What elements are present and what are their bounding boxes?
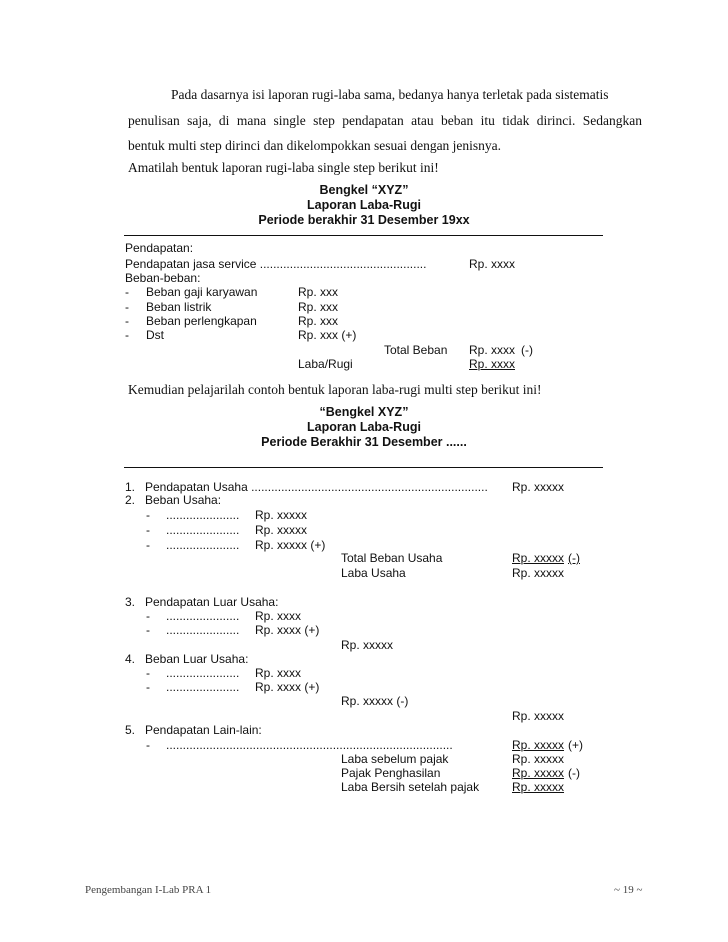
multi-beban-dots-3: ...................... bbox=[166, 538, 240, 552]
footer-page-number: ~ 19 ~ bbox=[614, 884, 643, 896]
multi-beban-usaha: Beban Usaha: bbox=[145, 493, 222, 507]
multi-plu-value-1: Rp. xxxx bbox=[255, 609, 302, 623]
multi-laba-usaha-label: Laba Usaha bbox=[341, 566, 406, 580]
single-dst: Dst bbox=[146, 328, 164, 342]
multi-num-4: 4. bbox=[125, 652, 136, 666]
multi-blu-dash-2: - bbox=[146, 680, 150, 694]
multi-beban-dash-3: - bbox=[146, 538, 150, 552]
multi-laba-sebelum-pajak-label: Laba sebelum pajak bbox=[341, 752, 449, 766]
single-jasa-value: Rp. xxxx bbox=[469, 257, 516, 271]
multi-lain-dash: - bbox=[146, 738, 150, 752]
single-dst-value: Rp. xxx (+) bbox=[298, 328, 357, 342]
single-dash-2: - bbox=[125, 300, 129, 314]
multi-plu-dash-2: - bbox=[146, 623, 150, 637]
multi-blu-dots-1: ...................... bbox=[166, 666, 240, 680]
single-total-beban-sign: (-) bbox=[521, 343, 533, 357]
single-beban-perlengkapan-value: Rp. xxx bbox=[298, 314, 339, 328]
multi-num-1: 1. bbox=[125, 480, 136, 494]
single-title-3: Periode berakhir 31 Desember 19xx bbox=[258, 213, 470, 227]
multi-pendapatan-usaha: Pendapatan Usaha ....................................................................... bbox=[145, 480, 488, 494]
single-beban-listrik: Beban listrik bbox=[146, 300, 212, 314]
multi-blu-value-1: Rp. xxxx bbox=[255, 666, 302, 680]
single-beban-perlengkapan: Beban perlengkapan bbox=[146, 314, 257, 328]
footer-left: Pengembangan I-Lab PRA 1 bbox=[85, 884, 212, 896]
multi-blu-value-2: Rp. xxxx (+) bbox=[255, 680, 320, 694]
multi-pajak-penghasilan-sign: (-) bbox=[568, 766, 580, 780]
multi-beban-value-3: Rp. xxxxx (+) bbox=[255, 538, 326, 552]
multi-beban-value-2: Rp. xxxxx bbox=[255, 523, 308, 537]
multi-lain-sign: (+) bbox=[568, 738, 583, 752]
intro-line-3: bentuk multi step dirinci dan dikelompokkan sesuai dengan jenisnya. bbox=[128, 138, 502, 153]
multi-pajak-penghasilan-value: Rp. xxxxx bbox=[512, 766, 565, 780]
multi-total-beban-usaha-label: Total Beban Usaha bbox=[341, 551, 443, 565]
multi-pendapatan-luar-usaha: Pendapatan Luar Usaha: bbox=[145, 595, 279, 609]
multi-laba-sebelum-pajak-value: Rp. xxxxx bbox=[512, 752, 565, 766]
multi-beban-value-1: Rp. xxxxx bbox=[255, 508, 308, 522]
single-dash-4: - bbox=[125, 328, 129, 342]
single-laba-rugi-value: Rp. xxxx bbox=[469, 357, 516, 371]
single-header-rule bbox=[124, 235, 603, 236]
single-dash-3: - bbox=[125, 314, 129, 328]
multi-pajak-penghasilan-label: Pajak Penghasilan bbox=[341, 766, 441, 780]
multi-plu-value-2: Rp. xxxx (+) bbox=[255, 623, 320, 637]
multi-laba-bersih-label: Laba Bersih setelah pajak bbox=[341, 780, 480, 794]
multi-plu-dash-1: - bbox=[146, 609, 150, 623]
multi-plu-dots-2: ...................... bbox=[166, 623, 240, 637]
multi-num-2: 2. bbox=[125, 493, 136, 507]
single-dash-1: - bbox=[125, 285, 129, 299]
single-jasa-service: Pendapatan jasa service .................................................. bbox=[125, 257, 427, 271]
single-total-beban-value: Rp. xxxx bbox=[469, 343, 516, 357]
multi-plu-sum: Rp. xxxxx bbox=[341, 638, 394, 652]
single-total-beban-label: Total Beban bbox=[384, 343, 448, 357]
intro-line-1: Pada dasarnya isi laporan rugi-laba sama, bedanya hanya terletak pada sistematis bbox=[171, 87, 609, 102]
intro-line-4: Amatilah bentuk laporan rugi-laba single step berikut ini! bbox=[128, 160, 439, 175]
single-beban-gaji-value: Rp. xxx bbox=[298, 285, 339, 299]
single-beban-listrik-value: Rp. xxx bbox=[298, 300, 339, 314]
multi-total-beban-usaha-value: Rp. xxxxx bbox=[512, 551, 565, 565]
multi-laba-bersih-value: Rp. xxxxx bbox=[512, 780, 565, 794]
multi-beban-dots-2: ...................... bbox=[166, 523, 240, 537]
single-title-1: Bengkel “XYZ” bbox=[319, 183, 409, 197]
single-title-2: Laporan Laba-Rugi bbox=[307, 198, 421, 212]
multi-title-2: Laporan Laba-Rugi bbox=[307, 420, 421, 434]
multi-beban-dash-1: - bbox=[146, 508, 150, 522]
multi-pendapatan-usaha-value: Rp. xxxxx bbox=[512, 480, 565, 494]
intro-line-2: penulisan saja, di mana single step pendapatan atau beban itu tidak dirinci. Sedangkan bbox=[128, 113, 642, 128]
multi-beban-luar-usaha: Beban Luar Usaha: bbox=[145, 652, 249, 666]
multi-blu-dots-2: ...................... bbox=[166, 680, 240, 694]
multi-plu-dots-1: ...................... bbox=[166, 609, 240, 623]
multi-pendapatan-lain-lain: Pendapatan Lain-lain: bbox=[145, 723, 262, 737]
multi-header-rule bbox=[124, 467, 603, 468]
single-beban-heading: Beban-beban: bbox=[125, 271, 201, 285]
multi-num-3: 3. bbox=[125, 595, 136, 609]
single-laba-rugi-label: Laba/Rugi bbox=[298, 357, 353, 371]
multi-beban-dash-2: - bbox=[146, 523, 150, 537]
multi-lain-dots: ...................................................................................... bbox=[166, 738, 453, 752]
single-beban-gaji: Beban gaji karyawan bbox=[146, 285, 258, 299]
multi-num-5: 5. bbox=[125, 723, 136, 737]
multi-title-1: “Bengkel XYZ” bbox=[319, 405, 409, 419]
multi-luar-usaha-net: Rp. xxxxx bbox=[512, 709, 565, 723]
multi-laba-usaha-value: Rp. xxxxx bbox=[512, 566, 565, 580]
transition-text: Kemudian pelajarilah contoh bentuk laporan laba-rugi multi step berikut ini! bbox=[128, 382, 542, 397]
multi-total-beban-usaha-sign: (-) bbox=[568, 551, 580, 565]
multi-beban-dots-1: ...................... bbox=[166, 508, 240, 522]
multi-blu-sum: Rp. xxxxx (-) bbox=[341, 694, 409, 708]
single-pendapatan-heading: Pendapatan: bbox=[125, 241, 194, 255]
multi-blu-dash-1: - bbox=[146, 666, 150, 680]
multi-title-3: Periode Berakhir 31 Desember ...... bbox=[261, 435, 467, 449]
multi-lain-value: Rp. xxxxx bbox=[512, 738, 565, 752]
